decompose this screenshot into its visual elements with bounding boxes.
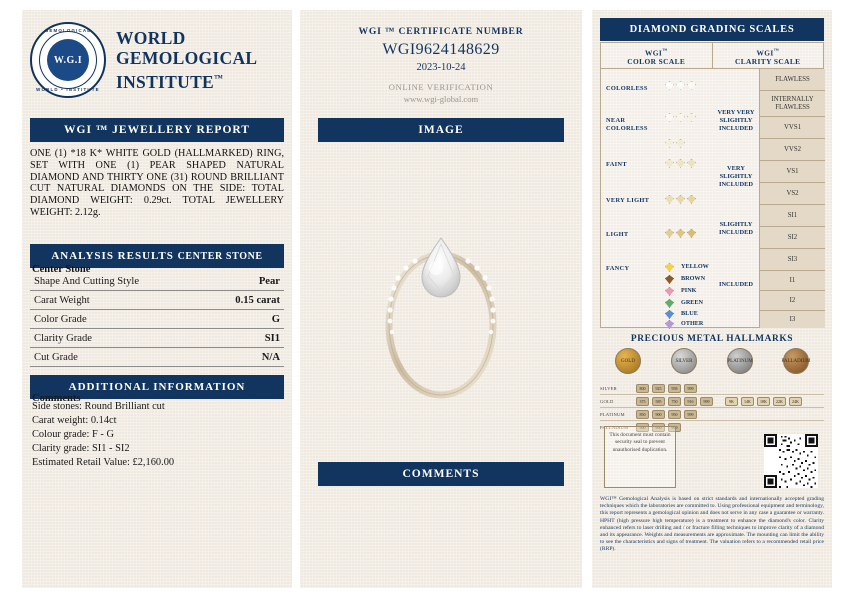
fineness-chip: 950 [668, 410, 681, 419]
disclaimer-text: WGI™ Gemological Analysis is based on strict standards and internationally accepted grading techniques which the laboratories are committed to. Using professional equipment and terminology, this report represents a gemological opinion and does not serve in any case a guarantee or warranty. HPHT (high pressure high temperature) is a treatment to enhance the diamond's color. Clarity enhanced refers to laser drilling and / or fracture filling techniques to improve clarity of a diamond and its appearance. Weights and measurements are approximate. The mounting can limit the ability to see the characteristics and signs of treatment. The valuation refers to a recommended retail price (RRP). [600, 496, 824, 553]
fineness-chip: 999 [668, 423, 681, 432]
scales-header [601, 43, 823, 69]
table-row [600, 382, 824, 395]
fineness-chip: 999 [684, 384, 697, 393]
table-row [30, 348, 284, 367]
certificate-number-label: WGI ™ CERTIFICATE NUMBER [358, 26, 524, 37]
comments-label: Comments [32, 393, 81, 404]
seal-arc-bottom-text: WORLD • INSTITUTE [36, 87, 100, 92]
color-group-label: NEAR COLORLESS [606, 117, 648, 132]
brand-tm: ™ [214, 73, 224, 84]
clarity-grade-cell: I1 [760, 271, 825, 291]
clarity-group-label: VERY SLIGHTLY INCLUDED [718, 165, 754, 188]
fineness-chip: 750 [668, 397, 681, 406]
fineness-chip: 999 [684, 410, 697, 419]
additional-information-body [32, 400, 282, 470]
brand-line-1: WORLD [116, 28, 186, 49]
clarity-grade-cell: SI3 [760, 249, 825, 271]
fineness-chip: 900 [652, 410, 665, 419]
certificate-number: WGI9624148629 [382, 41, 500, 58]
table-row [30, 291, 284, 310]
result-value: SI1 [203, 329, 284, 348]
metal-name: PALLADIUM [600, 425, 629, 430]
right-column [592, 10, 832, 588]
clarity-grade-cell: SI1 [760, 205, 825, 227]
color-scale-header: WGI™ COLOR SCALE [627, 48, 686, 67]
clarity-grade-cell: VS2 [760, 183, 825, 205]
certificate-date: 2023-10-24 [416, 62, 466, 73]
brand-line-2: GEMOLOGICAL [116, 48, 258, 69]
clarity-grade-cell: SI2 [760, 227, 825, 249]
clarity-group-labels [713, 69, 759, 328]
result-label: Shape And Cutting Style [30, 272, 203, 291]
result-value: 0.15 carat [203, 291, 284, 310]
additional-line: Carat weight: 0.14ct [32, 415, 117, 426]
left-column [22, 10, 292, 588]
hallmark-gold-icon: GOLD [615, 348, 641, 374]
result-label: Carat Weight [30, 291, 203, 310]
result-value: Pear [203, 272, 284, 291]
scales-body [601, 69, 823, 328]
fancy-color-label: OTHER [681, 320, 704, 327]
additional-line: Colour grade: F - G [32, 429, 114, 440]
center-stone-results-table [30, 272, 284, 367]
color-group-label: FAINT [606, 161, 627, 168]
center-column [300, 10, 582, 588]
karat-chip: 9K [725, 397, 738, 406]
result-value: G [203, 310, 284, 329]
jewellery-report-description: ONE (1) *18 K* WHITE GOLD (HALLMARKED) RING, SET WITH ONE (1) PEAR SHAPED NATURAL DIAMOND AND THIRTY ONE (31) ROUND BRILLIANT CUT NATURAL DIAMONDS ON THE SIDE: TOTAL DIAMOND WEIGHT: 0.29ct. TOTAL JEWELLERY WEIGHT: 2.12g. [30, 148, 284, 218]
clarity-grade-cell: FLAWLESS [760, 69, 825, 91]
seal-core-text: W.G.I [47, 39, 89, 81]
center-stone-label: Center Stone [32, 264, 91, 275]
brand-name [116, 28, 257, 92]
fineness-chip: 958 [668, 384, 681, 393]
karat-chip: 24K [789, 397, 802, 406]
fineness-chip: 925 [652, 384, 665, 393]
metal-name: GOLD [600, 398, 614, 404]
fancy-color-label: GREEN [681, 299, 704, 306]
clarity-group-label: INCLUDED [718, 281, 754, 288]
fineness-chip: 999 [700, 397, 713, 406]
fancy-color-labels [601, 69, 713, 328]
hallmark-platinum-icon: PLATINUM [727, 348, 753, 374]
brand-logo-block [22, 10, 292, 110]
table-row [600, 395, 824, 408]
hallmark-row [600, 348, 824, 374]
fancy-color-label: YELLOW [681, 263, 709, 270]
additional-line: Estimated Retail Value: £2,160.00 [32, 457, 175, 468]
clarity-grade-table [759, 69, 825, 328]
clarity-grade-cell: VVS2 [760, 139, 825, 161]
color-group-label: VERY LIGHT [606, 197, 650, 204]
qr-code[interactable] [764, 434, 818, 488]
additional-line: Clarity grade: SI1 - SI2 [32, 443, 130, 454]
fancy-color-label: BLUE [681, 310, 698, 317]
analysis-results-title: ANALYSIS RESULTS [51, 250, 174, 262]
fineness-chip: 916 [684, 397, 697, 406]
brand-line-3: INSTITUTE™ [116, 71, 224, 92]
table-row [600, 408, 824, 421]
hallmark-silver-icon: SILVER [671, 348, 697, 374]
grading-scales-box [600, 42, 824, 328]
result-value: N/A [203, 348, 284, 367]
metal-name: PLATINUM [600, 411, 625, 417]
clarity-group-label: SLIGHTLY INCLUDED [718, 221, 754, 236]
result-label: Color Grade [30, 310, 203, 329]
karat-chip: 14K [741, 397, 754, 406]
fineness-chip: 500 [636, 423, 649, 432]
fancy-label: FANCY [606, 265, 630, 272]
fancy-color-label: BROWN [681, 275, 706, 282]
karat-chip: 18K [757, 397, 770, 406]
ring-photo [318, 160, 564, 450]
table-row [30, 310, 284, 329]
clarity-grade-cell: INTERNALLY FLAWLESS [760, 91, 825, 117]
metal-name: SILVER [600, 385, 617, 391]
fineness-chip: 375 [636, 397, 649, 406]
fineness-chip: 800 [636, 384, 649, 393]
clarity-grade-cell: VVS1 [760, 117, 825, 139]
fineness-chip: 850 [636, 410, 649, 419]
fineness-chip: 950 [652, 423, 665, 432]
karat-chip: 22K [773, 397, 786, 406]
comments-band: COMMENTS [318, 462, 564, 486]
clarity-group-label: VERY VERY SLIGHTLY INCLUDED [717, 109, 755, 132]
wgi-seal-icon [30, 22, 106, 98]
clarity-scale-header: WGI™ CLARITY SCALE [734, 48, 801, 67]
hallmark-palladium-icon: PALLADIUM [783, 348, 809, 374]
additional-line: Side stones: Round Brilliant cut [32, 401, 165, 412]
table-row [30, 272, 284, 291]
jewellery-report-band: WGI ™ JEWELLERY REPORT [30, 118, 284, 142]
security-seal-note: This document must contain security seal to prevent unauthorised duplication. [604, 426, 676, 488]
color-group-label: COLORLESS [606, 85, 648, 92]
image-band: IMAGE [318, 118, 564, 142]
result-label: Clarity Grade [30, 329, 203, 348]
clarity-grade-cell: I2 [760, 291, 825, 311]
certificate-header [300, 26, 582, 104]
clarity-grade-cell: I3 [789, 315, 796, 323]
color-group-label: LIGHT [606, 231, 629, 238]
fineness-chip: 585 [652, 397, 665, 406]
diamond-grading-scales-band: DIAMOND GRADING SCALES [600, 18, 824, 41]
online-verification-label: ONLINE VERIFICATION [388, 82, 494, 92]
fancy-color-label: PINK [681, 287, 697, 294]
precious-metal-hallmarks-title: PRECIOUS METAL HALLMARKS [630, 334, 794, 344]
analysis-results-subtitle: CENTER STONE [177, 251, 263, 262]
table-row [30, 329, 284, 348]
seal-arc-top-text: GEMOLOGICAL [44, 28, 92, 33]
clarity-grade-cell: VS1 [760, 161, 825, 183]
additional-information-band: ADDITIONAL INFORMATION [30, 375, 284, 399]
result-label: Cut Grade [30, 348, 203, 367]
verification-url[interactable]: www.wgi-global.com [403, 94, 479, 104]
